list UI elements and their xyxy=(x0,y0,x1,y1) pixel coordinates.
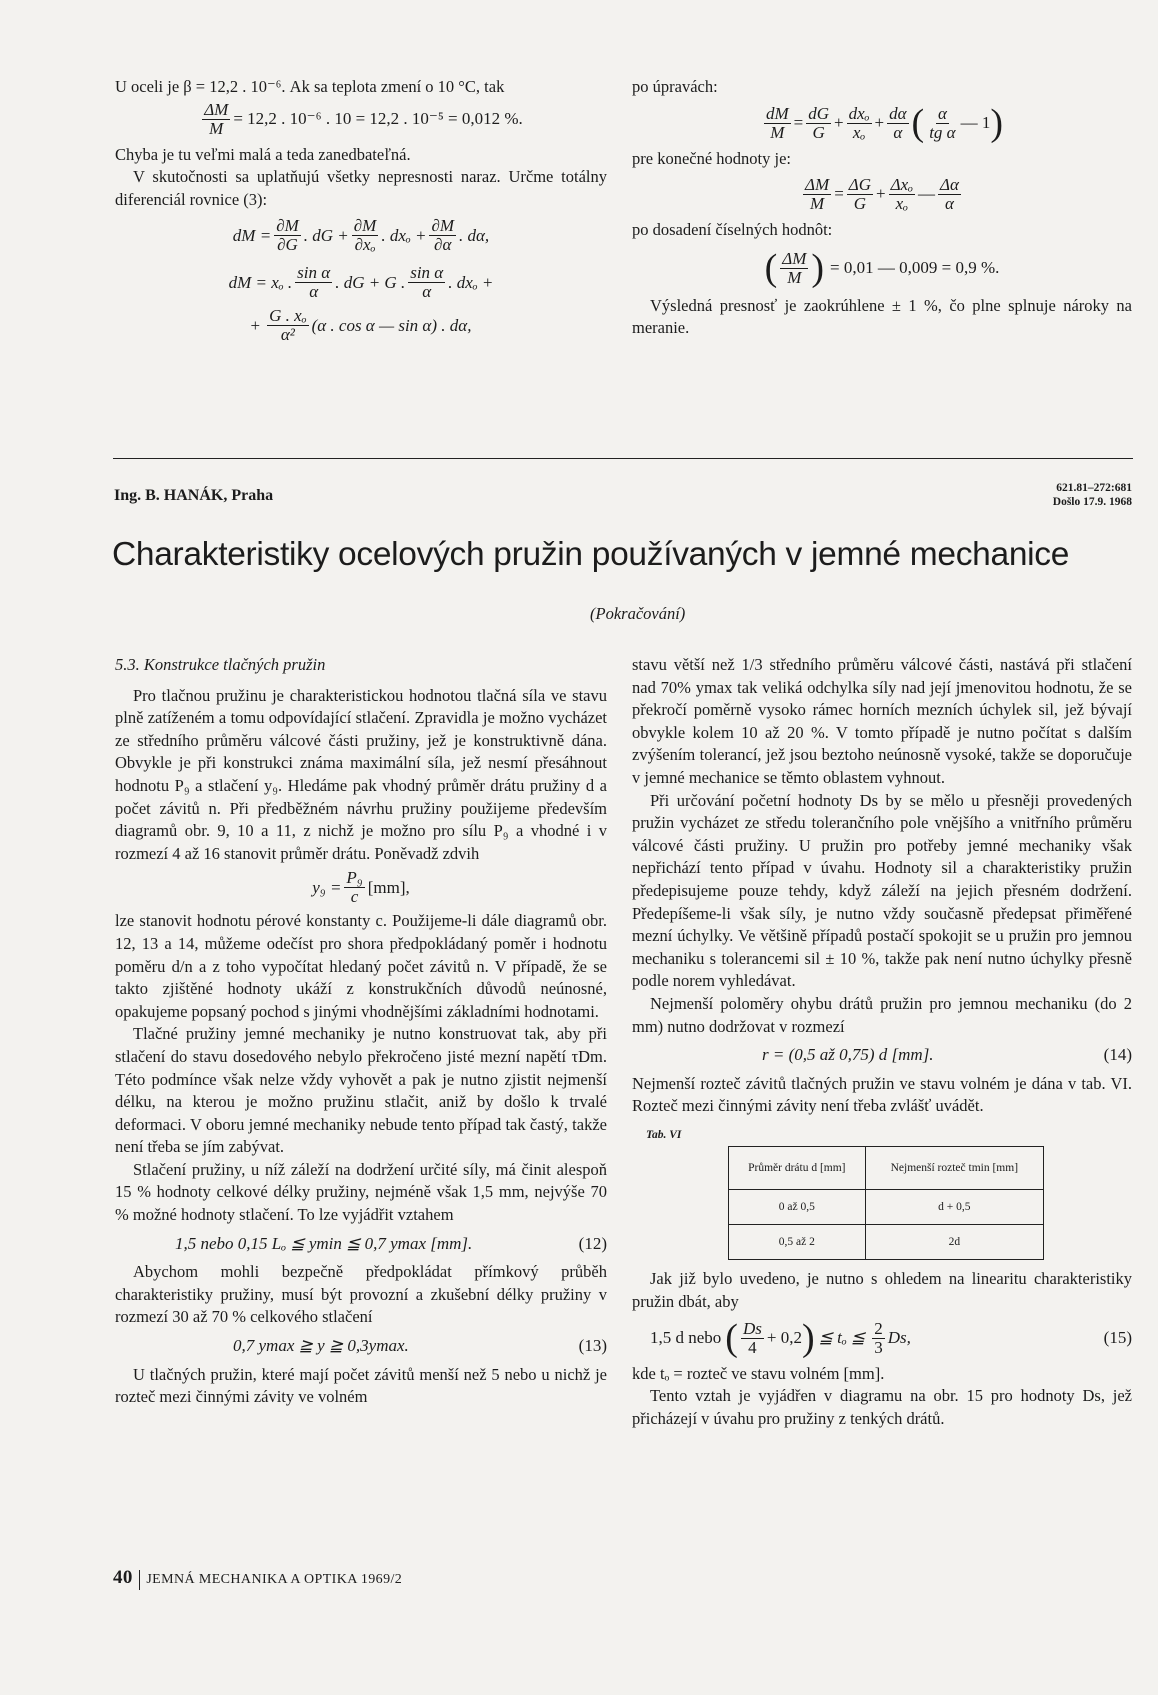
paragraph: Výsledná presnosť je zaokrúhlene ± 1 %, čo plne splnuje nároky na meranie. xyxy=(632,295,1132,338)
paragraph: Tento vztah je vyjádřen v diagramu na obr. 15 pro hodnoty Ds, jež přicházejí v úvahu pro pružiny z tenkých drátů. xyxy=(632,1386,1132,1428)
section-heading: 5.3. Konstrukce tlačných pružin xyxy=(115,655,326,674)
paragraph: Jak již bylo uvedeno, je nutno s ohledem na linearitu charakteristiky pružin dbát, aby xyxy=(632,1269,1132,1312)
page-footer xyxy=(113,1567,402,1590)
paragraph: stavu větší než 1/3 středního průměru válcové části, nastává při stlačení nad 70% ymax tak veliká odchylka síly nad její jmenovitou hodnotu, že se překročí poměrně vysoko rámec horních mezních úchylek sil, jež bývají obvykle kolem 10 až 20 %. V tomto případě je nutno počítat s dalším zvýšením tolerancí, jež jsou beztoho neúnosně vysoké, takže se doporučuje v jemné mechanice se těmto oblastem vyhnout. xyxy=(632,655,1132,787)
equation: dM = xₒ . $\frac{\text{sin α}}{\alpha}$ . dG + G . $\frac{\text{sin α}}{\alpha}$ . dxₒ + xyxy=(228,263,494,302)
table-cell: 0 až 0,5 xyxy=(729,1190,866,1225)
top-left-column xyxy=(115,76,607,350)
paragraph: pre konečné hodnoty je: xyxy=(632,148,791,168)
paragraph: Nejmenší poloměry ohybu drátů pružin pro jemnou mechaniku (do 2 mm) nutno dodržovat v rozmezí xyxy=(632,993,1132,1036)
table-cell: 0,5 až 2 xyxy=(729,1225,866,1260)
equation: $\frac{\Delta M}{M}$ = 12,2 . 10⁻⁶ . 10 = 12,2 . 10⁻⁵ = 0,012 %. xyxy=(204,99,523,138)
continued-note: (Pokračování) xyxy=(590,604,686,623)
footer-divider xyxy=(139,1570,141,1590)
page-number: 40 xyxy=(113,1567,133,1588)
equation: + $\frac{\text{G . xₒ}}{\text{α²}}$ (α . cos α — sin α) . dα, xyxy=(250,306,472,345)
table-cell: 2d xyxy=(865,1225,1043,1260)
main-left-column xyxy=(115,654,607,1409)
paragraph: Abychom mohli bezpečně předpokládat přímkový průběh charakteristiky pružiny, musí být provozní a zkušební délky pružiny v rozmezí 30 až 70 % celkového stlačení xyxy=(115,1262,607,1327)
journal-name: JEMNÁ MECHANIKA A OPTIKA 1969/2 xyxy=(146,1572,403,1587)
equation: y₉ = $\frac{\text{P₉}}{c}$ [mm], xyxy=(312,868,410,907)
equation-12: 1,5 nebo 0,15 Lₒ ≦ ymin ≦ 0,7 ymax [mm]. (12) xyxy=(175,1233,607,1253)
equation-13: 0,7 ymax ≧ y ≧ 0,3ymax. (13) xyxy=(233,1336,607,1356)
column-header: Nejmenší rozteč tmin [mm] xyxy=(865,1147,1043,1190)
paragraph: U tlačných pružin, které mají počet závitů menší než 5 nebo u nichž je rozteč mezi činnými závity ve volném xyxy=(115,1364,607,1407)
paragraph: Nejmenší rozteč závitů tlačných pružin ve stavu volném je dána v tab. VI. Rozteč mezi činnými závity není třeba zvlášť uvádět. xyxy=(632,1073,1132,1116)
section-divider xyxy=(113,458,1133,459)
author-byline: Ing. B. HANÁK, Praha xyxy=(114,487,274,504)
column-header: Průměr drátu d [mm] xyxy=(729,1147,866,1190)
table-row xyxy=(729,1225,1044,1260)
paragraph: lze stanovit hodnotu pérové konstanty c. Použijeme-li dále diagramů obr. 12, 13 a 14, můžeme odečíst pro shora předpokládaný poměr i hodnotu poměru d/n a z toho vypočítat hledaný počet závitů n. V případě, že se takto zjištěné hodnoty ukáží z konstrukčních důvodů neúnosné, opakujeme popsaný pochod s jinými vhodnějšími základními hodnotami. xyxy=(115,911,607,1021)
equation-15: 1,5 d nebo ( $\frac{Ds}{4}$ + 0,2 ) ≦ tₒ ≦ $\frac{2}{3}$ Ds, (15) xyxy=(650,1317,1132,1360)
article-title: Charakteristiky ocelových pružin používaných v jemné mechanice xyxy=(112,536,1070,573)
equation: dM = $\frac{\partial M}{\partial G}$ . dG + $\frac{\partial M}{\text{∂xₒ}}$ . dxₒ + $\frac{\partial M}{\partial\alpha}$ . dα, xyxy=(232,216,490,255)
paragraph: kde tₒ = rozteč ve stavu volném [mm]. xyxy=(632,1363,885,1383)
equation: ( $\frac{\Delta M}{M}$ ) = 0,01 — 0,009 = 0,9 %. xyxy=(764,247,1000,290)
paragraph: V skutočnosti sa uplatňujú všetky nepresnosti naraz. Určme totálny diferenciál rovnice (3): xyxy=(115,167,607,209)
equation-14: r = (0,5 až 0,75) d [mm]. (14) xyxy=(762,1045,1132,1065)
equation: $\frac{\Delta M}{M}$ = $\frac{\Delta G}{G}$ + $\frac{\text{Δxₒ}}{\text{xₒ}}$ — $\frac{\Delta\alpha}{\alpha}$ xyxy=(805,175,959,214)
paragraph: po dosadení číselných hodnôt: xyxy=(632,220,833,240)
paragraph: Stlačení pružiny, u níž záleží na dodržení určité síly, má činit alespoň 15 % hodnoty celkové délky pružiny, nejméně však 1,5 mm, nejvýše 70 % možné hodnoty stlačení. To lze vyjádřit vztahem xyxy=(115,1159,607,1225)
paragraph: Tlačné pružiny jemné mechaniky je nutno konstruovat tak, aby při stlačení do stavu dosedového nebylo překročeno jisté mezní napětí τDm. Této podmínce však nelze vždy vyhovět a pak je nutno zjistit nejmenší délku, na kterou je možno pružinu stlačit, aniž by došlo k trvalé deformaci. V oboru jemné mechaniky nebude tento případ tak častý, takže není třeba se jím zabývat. xyxy=(115,1024,607,1157)
table-row xyxy=(729,1190,1044,1225)
main-right-column xyxy=(632,654,1132,1430)
table-vi xyxy=(632,1124,1132,1261)
udc-code: 621.81–272:681 Došlo 17.9. 1968 xyxy=(1052,482,1132,508)
table-cell: d + 0,5 xyxy=(865,1190,1043,1225)
paragraph: Chyba je tu veľmi malá a teda zanedbateľná. xyxy=(115,144,411,164)
paragraph: U oceli je β = 12,2 . 10⁻⁶. Ak sa teplota zmení o 10 °C, tak xyxy=(115,77,505,96)
equation: $\frac{dM}{M}$ = $\frac{dG}{G}$ + $\frac{\text{dxₒ}}{\text{xₒ}}$ + $\frac{d\alpha}{\alpha}$ ( $\frac{\alpha}{\text{tg α}}$ — 1 ) xyxy=(765,102,1004,145)
paragraph: po úpravách: xyxy=(632,77,718,96)
paragraph: Při určování početní hodnoty Ds by se mělo u přesněji provedených pružin vycházet ze středu tolerančního pole vnějšího a vnitřního průměru válcové části pružiny. U pružin pro potřeby jemné mechaniky však nepřichází tento případ v úvahu. Hodnoty sil a charakteristiky pružin předepisujeme pouze tehdy, když záleží na jejich přesném dodržení. Předepíšeme-li však síly, je nutno vždy současně předepsat přiměřené mezní úchylky. Ve většině případů postačí spokojit se u pružin pro jemnou mechaniku s tolerancemi sil ± 10 %, takže pak není nutno úchylky přesně podle norem vyhledávat. xyxy=(632,790,1132,991)
data-table xyxy=(728,1146,1044,1260)
paragraph: Pro tlačnou pružinu je charakteristickou hodnotou tlačná síla ve stavu plně zatíženém a tomu odpovídající stlačení. Zpravidla je možno vycházet ze středního průměru válcové části pružiny, jež je konstruktivně dána. Obvykle je při konstrukci známa maximální síla, jež nesmí přesáhnout hodnotu P₉ a stlačení y₉. Hledáme pak vhodný průměr drátu pružiny d a počet závitů n. Při předběžném návrhu pružiny použijeme především diagramů obr. 9, 10 a 11, z nichž je možno pro sílu P₉ a vhodné i v rozmezí 4 až 16 stanovit průměr drátu. Poněvadž zdvih xyxy=(115,685,607,863)
table-label: Tab. VI xyxy=(646,1128,682,1141)
top-right-column xyxy=(632,76,1132,340)
